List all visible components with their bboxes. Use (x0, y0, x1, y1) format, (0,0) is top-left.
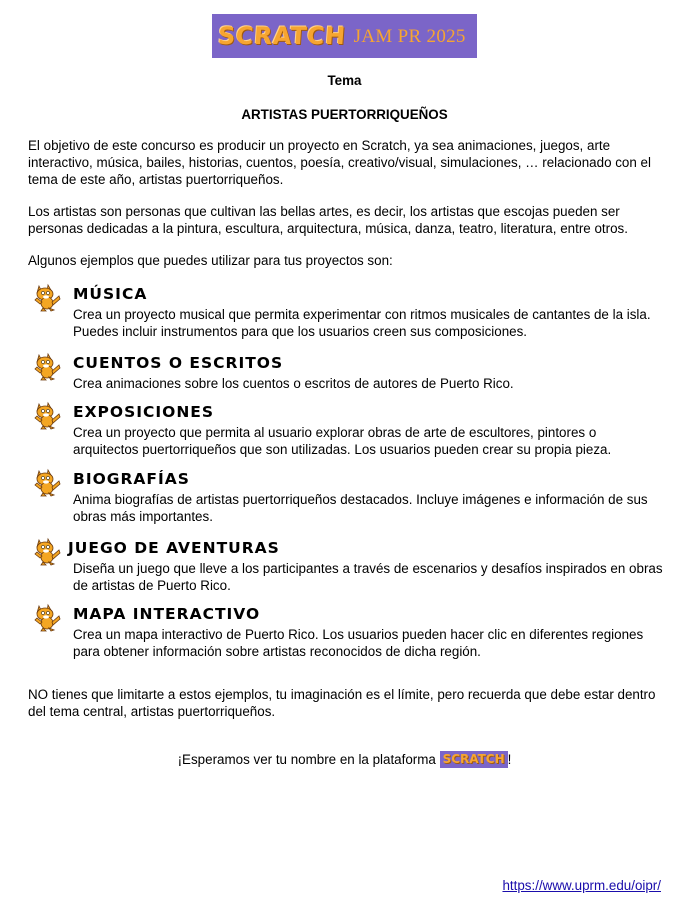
theme-label: Tema (327, 73, 362, 88)
example-title: CUENTOS O ESCRITOS (73, 354, 284, 372)
closing-exclamation: ! (507, 752, 512, 767)
page-title: ARTISTAS PUERTORRIQUEÑOS (241, 107, 448, 122)
scratch-cat-icon (32, 400, 62, 430)
example-title: MÚSICA (73, 285, 148, 303)
example-description: Diseña un juego que lleve a los participantes a través de escenarios y desafíos inspirados en obras de artistas de Puerto Rico. (73, 561, 663, 593)
scratch-cat-icon (32, 351, 62, 381)
footer-note: NO tienes que limitarte a estos ejemplos, tu imaginación es el límite, pero recuerda que debe estar dentro del tema central, artistas puertorriqueños. (28, 687, 656, 719)
example-title: MAPA INTERACTIVO (73, 605, 261, 623)
header-banner (212, 14, 477, 58)
example-description: Anima biografías de artistas puertorriqueños destacados. Incluye imágenes e información de sus obras más importantes. (73, 492, 648, 524)
example-description: Crea un mapa interactivo de Puerto Rico. Los usuarios pueden hacer clic en diferentes regiones para obtener información sobre artistas reconocidos de dicha región. (73, 627, 644, 659)
event-name: JAM PR 2025 (353, 25, 466, 47)
intro-paragraph-3: Algunos ejemplos que puedes utilizar para tus proyectos son: (28, 253, 393, 268)
example-title: JUEGO DE AVENTURAS (68, 539, 280, 557)
example-description: Crea un proyecto musical que permita experimentar con ritmos musicales de cantantes de la isla. Puedes incluir instrumentos para que los usuarios creen sus composiciones. (73, 307, 651, 339)
scratch-cat-icon (32, 282, 62, 312)
closing-line (0, 751, 689, 768)
scratch-mini-logo: SCRATCH (440, 751, 508, 768)
closing-text: ¡Esperamos ver tu nombre en la plataforma (177, 752, 440, 767)
example-description: Crea un proyecto que permita al usuario explorar obras de arte de escultores, pintores o arquitectos puertorriqueños que son utilizadas. Los usuarios pueden crear su propia pieza. (73, 425, 612, 457)
scratch-cat-icon (32, 602, 62, 632)
scratch-logo: SCRATCH (217, 21, 347, 50)
intro-paragraph-2: Los artistas son personas que cultivan las bellas artes, es decir, los artistas que escojas pueden ser personas dedicadas a la pintura, escultura, arquitectura, música, danza, teatro, literatura, entre otros. (28, 204, 628, 236)
example-title: BIOGRAFÍAS (73, 470, 190, 488)
example-description: Crea animaciones sobre los cuentos o escritos de autores de Puerto Rico. (73, 376, 514, 391)
scratch-cat-icon (32, 536, 62, 566)
example-title: EXPOSICIONES (73, 403, 215, 421)
intro-paragraph-1: El objetivo de este concurso es producir un proyecto en Scratch, ya sea animaciones, juegos, arte interactivo, música, bailes, historias, cuentos, poesía, creativo/visual, simulaciones, … relacionado con el tema de este año, artistas puertorriqueños. (28, 138, 651, 187)
scratch-cat-icon (32, 467, 62, 497)
website-link[interactable]: https://www.uprm.edu/oipr/ (502, 878, 661, 893)
